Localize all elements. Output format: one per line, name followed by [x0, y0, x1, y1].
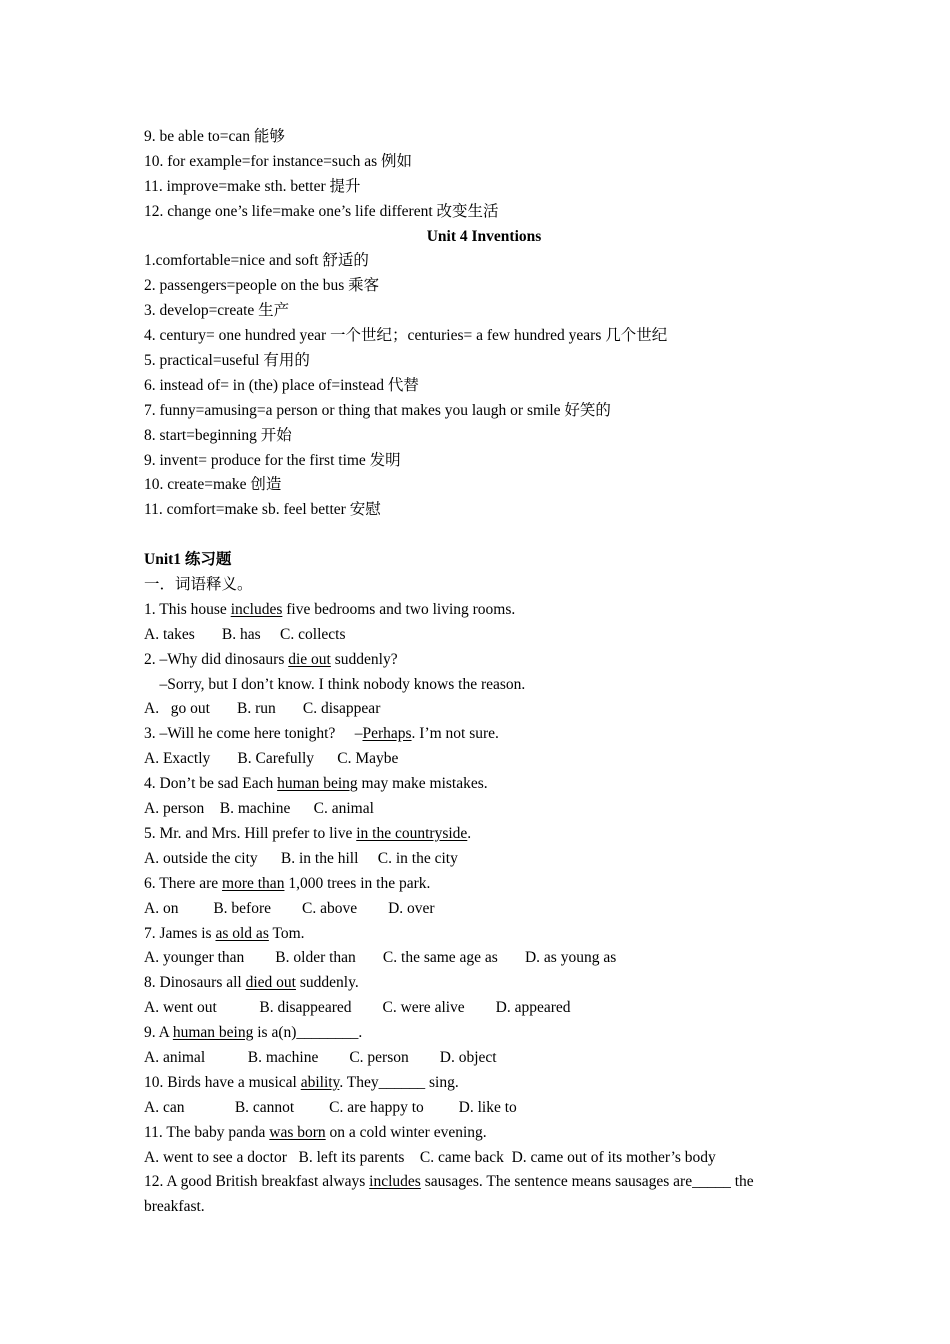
- list-item: 2. passengers=people on the bus 乘客: [144, 277, 380, 295]
- question-item: [144, 1121, 824, 1171]
- list-item: 8. start=beginning 开始: [144, 426, 292, 444]
- question-text: 5. Mr. and Mrs. Hill prefer to live: [144, 824, 357, 842]
- question-item: [144, 822, 824, 872]
- underlined-term: was born: [269, 1123, 326, 1141]
- question-continuation: breakfast.: [144, 1198, 205, 1216]
- underlined-term: human being: [277, 775, 358, 793]
- answer-options: A. go out B. run C. disappear: [144, 700, 381, 718]
- question-stem: [144, 922, 824, 947]
- answer-options: A. Exactly B. Carefully C. Maybe: [144, 750, 399, 768]
- question-text: 8. Dinosaurs all: [144, 974, 246, 992]
- unit4-list: [144, 249, 824, 523]
- question-item: [144, 648, 824, 723]
- question-list: [144, 598, 824, 1220]
- document-page: [144, 125, 824, 1220]
- question-item: [144, 598, 824, 648]
- question-item: [144, 872, 824, 922]
- answer-options: A. takes B. has C. collects: [144, 625, 346, 643]
- answer-options: A. outside the city B. in the hill C. in the city: [144, 849, 458, 867]
- question-item: [144, 772, 824, 822]
- question-item: [144, 722, 824, 772]
- question-stem: [144, 772, 824, 797]
- question-item: [144, 971, 824, 1021]
- list-item: 7. funny=amusing=a person or thing that makes you laugh or smile 好笑的: [144, 401, 611, 419]
- question-text: may make mistakes.: [357, 775, 488, 793]
- question-text: . I’m not sure.: [411, 725, 499, 743]
- answer-options: A. younger than B. older than C. the same age as D. as young as: [144, 949, 617, 967]
- underlined-term: as old as: [215, 924, 269, 942]
- question-stem: [144, 1170, 824, 1195]
- question-text: 1,000 trees in the park.: [284, 874, 431, 892]
- spacer: [144, 523, 824, 548]
- question-text: 4. Don’t be sad Each: [144, 775, 278, 793]
- question-text: 7. James is: [144, 924, 216, 942]
- question-text: on a cold winter evening.: [325, 1123, 487, 1141]
- answer-options: A. can B. cannot C. are happy to D. like to: [144, 1098, 517, 1116]
- question-continuation: –Sorry, but I don’t know. I think nobody knows the reason.: [144, 675, 526, 693]
- list-item: 6. instead of= in (the) place of=instead 代替: [144, 376, 419, 394]
- question-text: 1. This house: [144, 600, 231, 618]
- answer-options: A. person B. machine C. animal: [144, 800, 374, 818]
- question-text: 11. The baby panda: [144, 1123, 270, 1141]
- question-text: 9. A: [144, 1024, 173, 1042]
- underlined-term: more than: [222, 874, 285, 892]
- list-item: 11. comfort=make sb. feel better 安慰: [144, 501, 381, 519]
- question-stem: [144, 1021, 824, 1046]
- list-item: 10. create=make 创造: [144, 476, 282, 494]
- question-text: suddenly?: [330, 650, 398, 668]
- question-text: sausages. The sentence means sausages are_____ the: [420, 1173, 754, 1191]
- answer-options: A. went out B. disappeared C. were alive D. appeared: [144, 999, 571, 1017]
- underlined-term: Perhaps: [362, 725, 412, 743]
- question-text: is a(n)________.: [253, 1024, 363, 1042]
- question-text: 12. A good British breakfast always: [144, 1173, 370, 1191]
- question-text: Tom.: [268, 924, 305, 942]
- list-item: 9. be able to=can 能够: [144, 128, 285, 145]
- answer-options: A. went to see a doctor B. left its parents C. came back D. came out of its mother’s body: [144, 1148, 716, 1166]
- underlined-term: in the countryside: [356, 824, 468, 842]
- list-item: 4. century= one hundred year 一个世纪；centuries= a few hundred years 几个世纪: [144, 327, 668, 345]
- list-item: 11. improve=make sth. better 提升: [144, 177, 361, 195]
- list-item: 5. practical=useful 有用的: [144, 352, 310, 370]
- question-stem: [144, 648, 824, 673]
- list-item: 12. change one’s life=make one’s life different 改变生活: [144, 202, 499, 220]
- answer-options: A. on B. before C. above D. over: [144, 899, 435, 917]
- underlined-term: died out: [245, 974, 296, 992]
- question-text: . They______ sing.: [339, 1073, 459, 1091]
- answer-options: A. animal B. machine C. person D. object: [144, 1048, 497, 1066]
- question-text: 2. –Why did dinosaurs: [144, 650, 289, 668]
- list-item: 9. invent= produce for the first time 发明: [144, 451, 401, 469]
- question-stem: [144, 872, 824, 897]
- list-item: 3. develop=create 生产: [144, 302, 290, 320]
- question-text: .: [467, 824, 472, 842]
- question-stem: [144, 1121, 824, 1146]
- question-text: suddenly.: [295, 974, 359, 992]
- question-item: [144, 1170, 824, 1220]
- question-item: [144, 922, 824, 972]
- synonym-list-continued: [144, 125, 824, 225]
- question-stem: [144, 598, 824, 623]
- underlined-term: includes: [230, 600, 283, 618]
- exercise-heading: Unit1 练习题: [144, 551, 232, 569]
- question-stem: [144, 971, 824, 996]
- section-heading: 一．词语释义。: [144, 576, 253, 594]
- list-item: 10. for example=for instance=such as 例如: [144, 152, 412, 170]
- question-stem: [144, 722, 824, 747]
- question-text: 6. There are: [144, 874, 223, 892]
- question-text: five bedrooms and two living rooms.: [282, 600, 516, 618]
- question-stem: [144, 822, 824, 847]
- underlined-term: includes: [369, 1173, 421, 1191]
- question-stem: [144, 1071, 824, 1096]
- unit4-heading: Unit 4 Inventions: [426, 227, 542, 245]
- question-text: 10. Birds have a musical: [144, 1073, 301, 1091]
- underlined-term: human being: [172, 1024, 254, 1042]
- list-item: 1.comfortable=nice and soft 舒适的: [144, 252, 369, 270]
- underlined-term: ability: [300, 1073, 340, 1091]
- question-item: [144, 1071, 824, 1121]
- underlined-term: die out: [288, 650, 331, 668]
- question-item: [144, 1021, 824, 1071]
- question-text: 3. –Will he come here tonight? –: [144, 725, 363, 743]
